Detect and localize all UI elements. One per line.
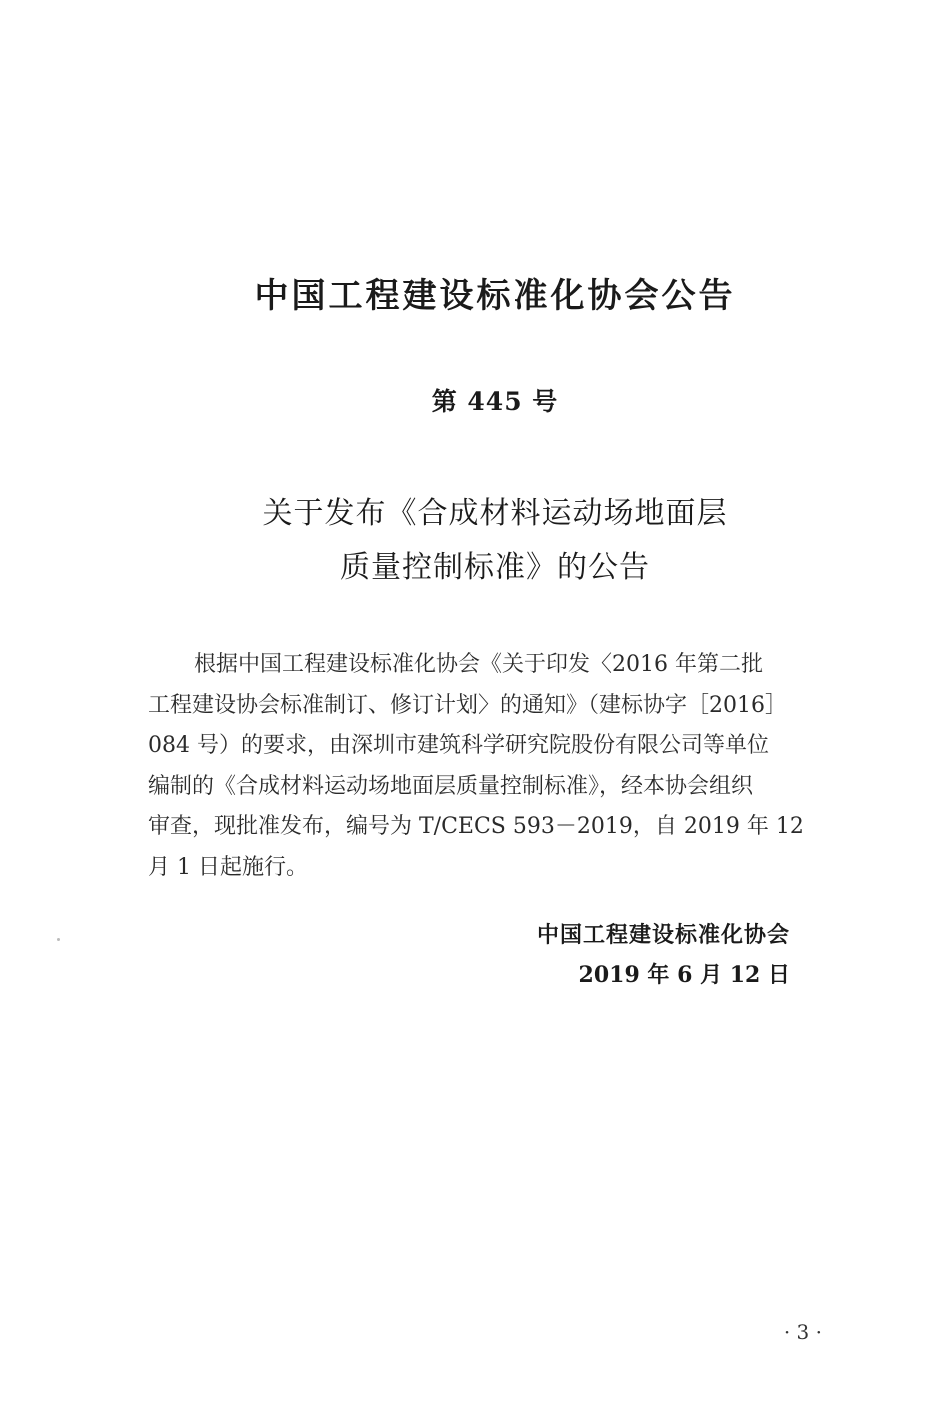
announcement-subject	[0, 487, 950, 595]
body-line: 根据中国工程建设标准化协会《关于印发〈2016 年第二批	[194, 652, 763, 677]
signature-date: 2019 年 6 月 12 日	[578, 962, 790, 988]
scan-speck	[57, 938, 60, 941]
subject-line-1: 关于发布《合成材料运动场地面层	[262, 496, 728, 531]
page-number: · 3 ·	[783, 1320, 822, 1344]
announcement-body	[148, 645, 843, 889]
signature-organization: 中国工程建设标准化协会	[536, 923, 790, 948]
body-line: 月 1 日起施行。	[148, 854, 308, 880]
organization-title: 中国工程建设标准化协会公告	[254, 276, 736, 316]
subject-line-2: 质量控制标准》的公告	[340, 550, 650, 585]
body-line: 084 号）的要求，由深圳市建筑科学研究院股份有限公司等单位	[148, 733, 769, 759]
body-line: 工程建设协会标准制订、修订计划〉的通知》（建标协字［2016］	[148, 692, 787, 718]
notice-number: 第 445 号	[431, 387, 559, 416]
body-line: 编制的《合成材料运动场地面层质量控制标准》，经本协会组织	[148, 773, 754, 799]
body-line: 审查，现批准发布，编号为 T/CECS 593－2019，自 2019 年 12	[148, 814, 804, 840]
